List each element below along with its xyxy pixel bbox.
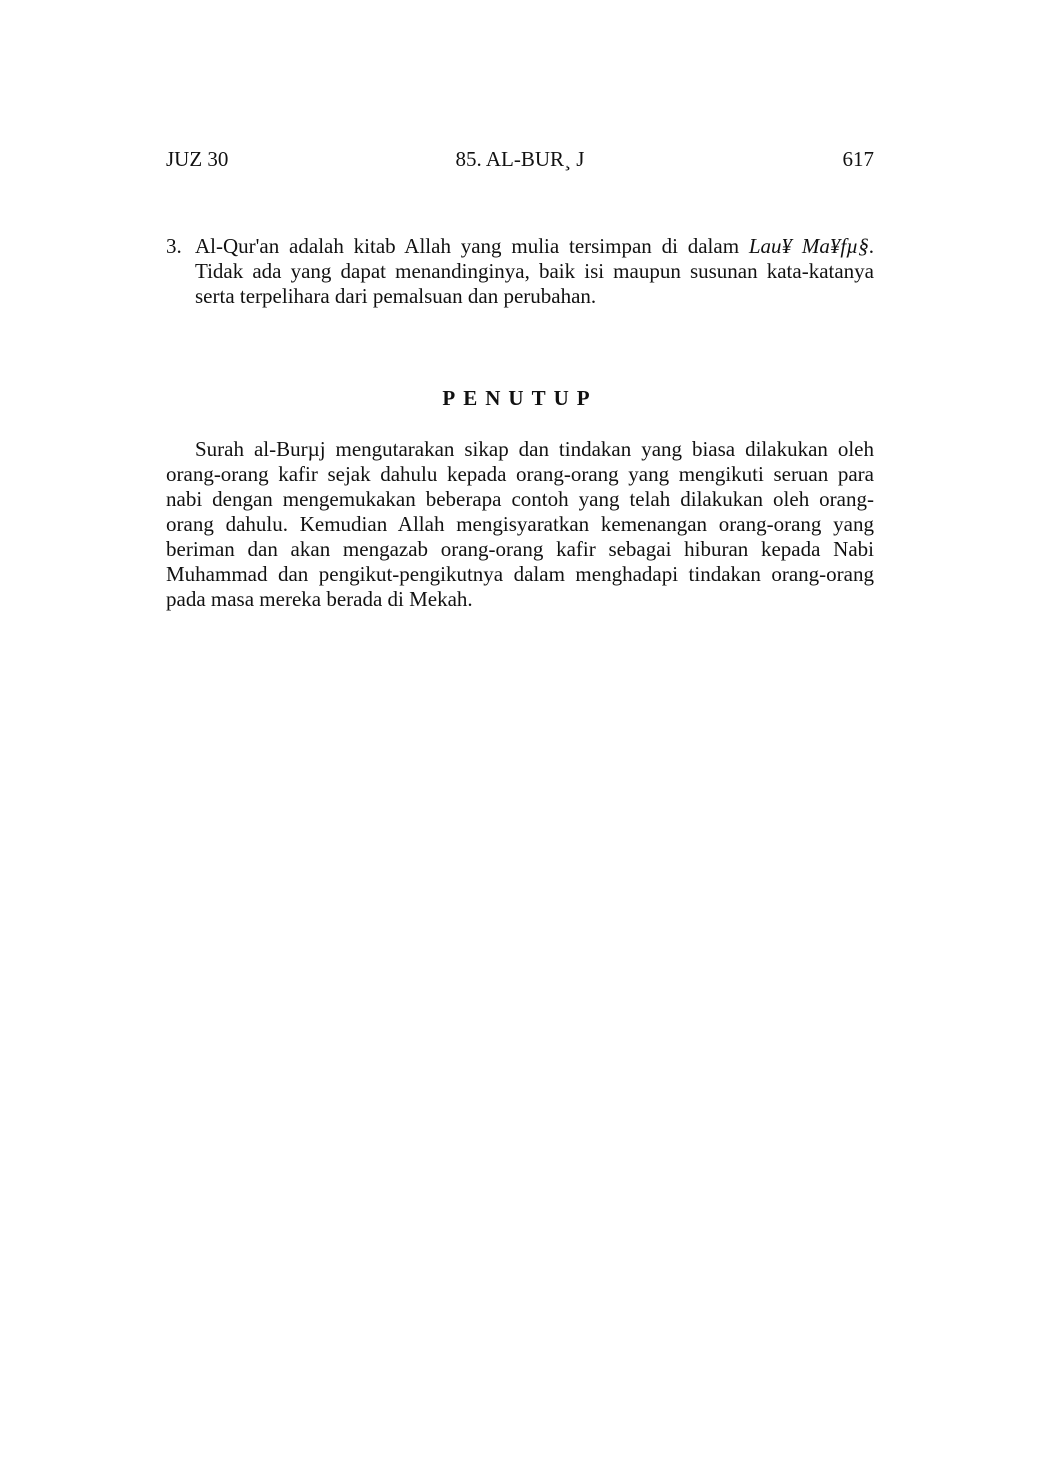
list-item-number: 3.	[166, 234, 182, 258]
numbered-list-item	[166, 234, 874, 309]
surah-title: 85. AL-BUR¸ J	[455, 147, 585, 171]
list-item-text-start: Al-Qur'an adalah kitab Allah yang mulia tersimpan di dalam	[195, 234, 749, 258]
italic-term: Lau¥ Ma¥fµ§	[748, 234, 869, 258]
list-item-text-end: . Tidak ada yang dapat menandinginya, baik isi maupun susunan kata-katanya serta terpelihara dari pemalsuan dan perubahan.	[195, 234, 875, 308]
page-number: 617	[842, 147, 874, 171]
page-header	[166, 142, 874, 176]
section-heading: PENUTUP	[442, 386, 598, 410]
closing-paragraph: Surah al-Burµj mengutarakan sikap dan tindakan yang biasa dilakukan oleh orang-orang kafir sejak dahulu kepada orang-orang yang mengikuti seruan para nabi dengan mengemukakan beberapa contoh yang telah dilakukan oleh orang-orang dahulu. Kemudian Allah mengisyaratkan kemenangan orang-orang yang beriman dan akan mengazab orang-orang kafir sebagai hiburan kepada Nabi Muhammad dan pengikut-pengikutnya dalam menghadapi tindakan orang-orang pada masa mereka berada di Mekah.	[166, 437, 874, 611]
list-item-text	[195, 234, 874, 309]
juz-label: JUZ 30	[166, 147, 229, 171]
